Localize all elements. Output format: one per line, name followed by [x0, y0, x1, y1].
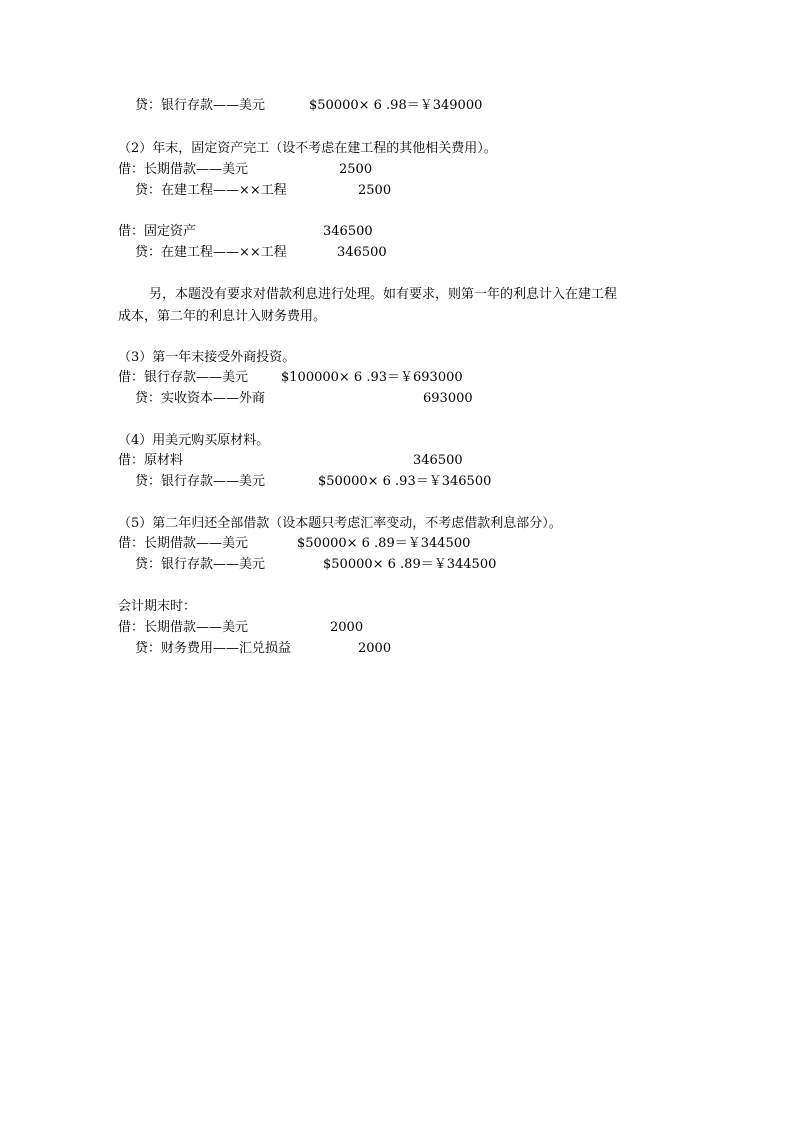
section2-heading: （2）年末，固定资产完工（设不考虑在建工程的其他相关费用）。 — [118, 141, 497, 156]
section3-debit-amount: $100000× 6 .93＝￥693000 — [281, 370, 463, 385]
section5-credit-amount: $50000× 6 .89＝￥344500 — [323, 557, 497, 572]
section2b-debit-amount: 346500 — [323, 224, 373, 239]
entry1-credit-label: 贷：银行存款——美元 — [135, 98, 266, 113]
period-end-credit-label: 贷：财务费用——汇兑损益 — [135, 641, 292, 656]
section3-credit-amount: 693000 — [423, 391, 473, 406]
section5-debit-label: 借：长期借款——美元 — [118, 536, 249, 551]
section5-heading: （5）第二年归还全部借款（设本题只考虑汇率变动，不考虑借款利息部分）。 — [118, 516, 562, 531]
section2b-credit-label: 贷：在建工程——××工程 — [135, 245, 287, 260]
period-end-heading: 会计期末时： — [118, 599, 197, 614]
section2a-credit-amount: 2500 — [358, 183, 392, 198]
section4-debit-label: 借：原材料 — [118, 453, 184, 468]
section2a-debit-label: 借：长期借款——美元 — [118, 162, 249, 177]
period-end-debit-label: 借：长期借款——美元 — [118, 620, 249, 635]
section3-debit-label: 借：银行存款——美元 — [118, 370, 249, 385]
section2a-credit-label: 贷：在建工程——××工程 — [135, 183, 287, 198]
note-line-1: 另，本题没有要求对借款利息进行处理。如有要求，则第一年的利息计入在建工程 — [149, 287, 618, 302]
section3-credit-label: 贷：实收资本——外商 — [135, 391, 266, 406]
entry1-credit-amount: $50000× 6 .98＝￥349000 — [309, 98, 483, 113]
section3-heading: （3）第一年末接受外商投资。 — [118, 350, 296, 365]
section5-credit-label: 贷：银行存款——美元 — [135, 557, 266, 572]
section4-debit-amount: 346500 — [413, 453, 463, 468]
section4-credit-amount: $50000× 6 .93＝￥346500 — [318, 474, 492, 489]
section2a-debit-amount: 2500 — [339, 162, 373, 177]
section5-debit-amount: $50000× 6 .89＝￥344500 — [297, 536, 471, 551]
section4-heading: （4）用美元购买原材料。 — [118, 433, 270, 448]
period-end-credit-amount: 2000 — [358, 641, 392, 656]
note-line-2: 成本，第二年的利息计入财务费用。 — [118, 309, 327, 324]
section4-credit-label: 贷：银行存款——美元 — [135, 474, 266, 489]
period-end-debit-amount: 2000 — [330, 620, 364, 635]
section2b-credit-amount: 346500 — [337, 245, 387, 260]
section2b-debit-label: 借：固定资产 — [118, 224, 197, 239]
